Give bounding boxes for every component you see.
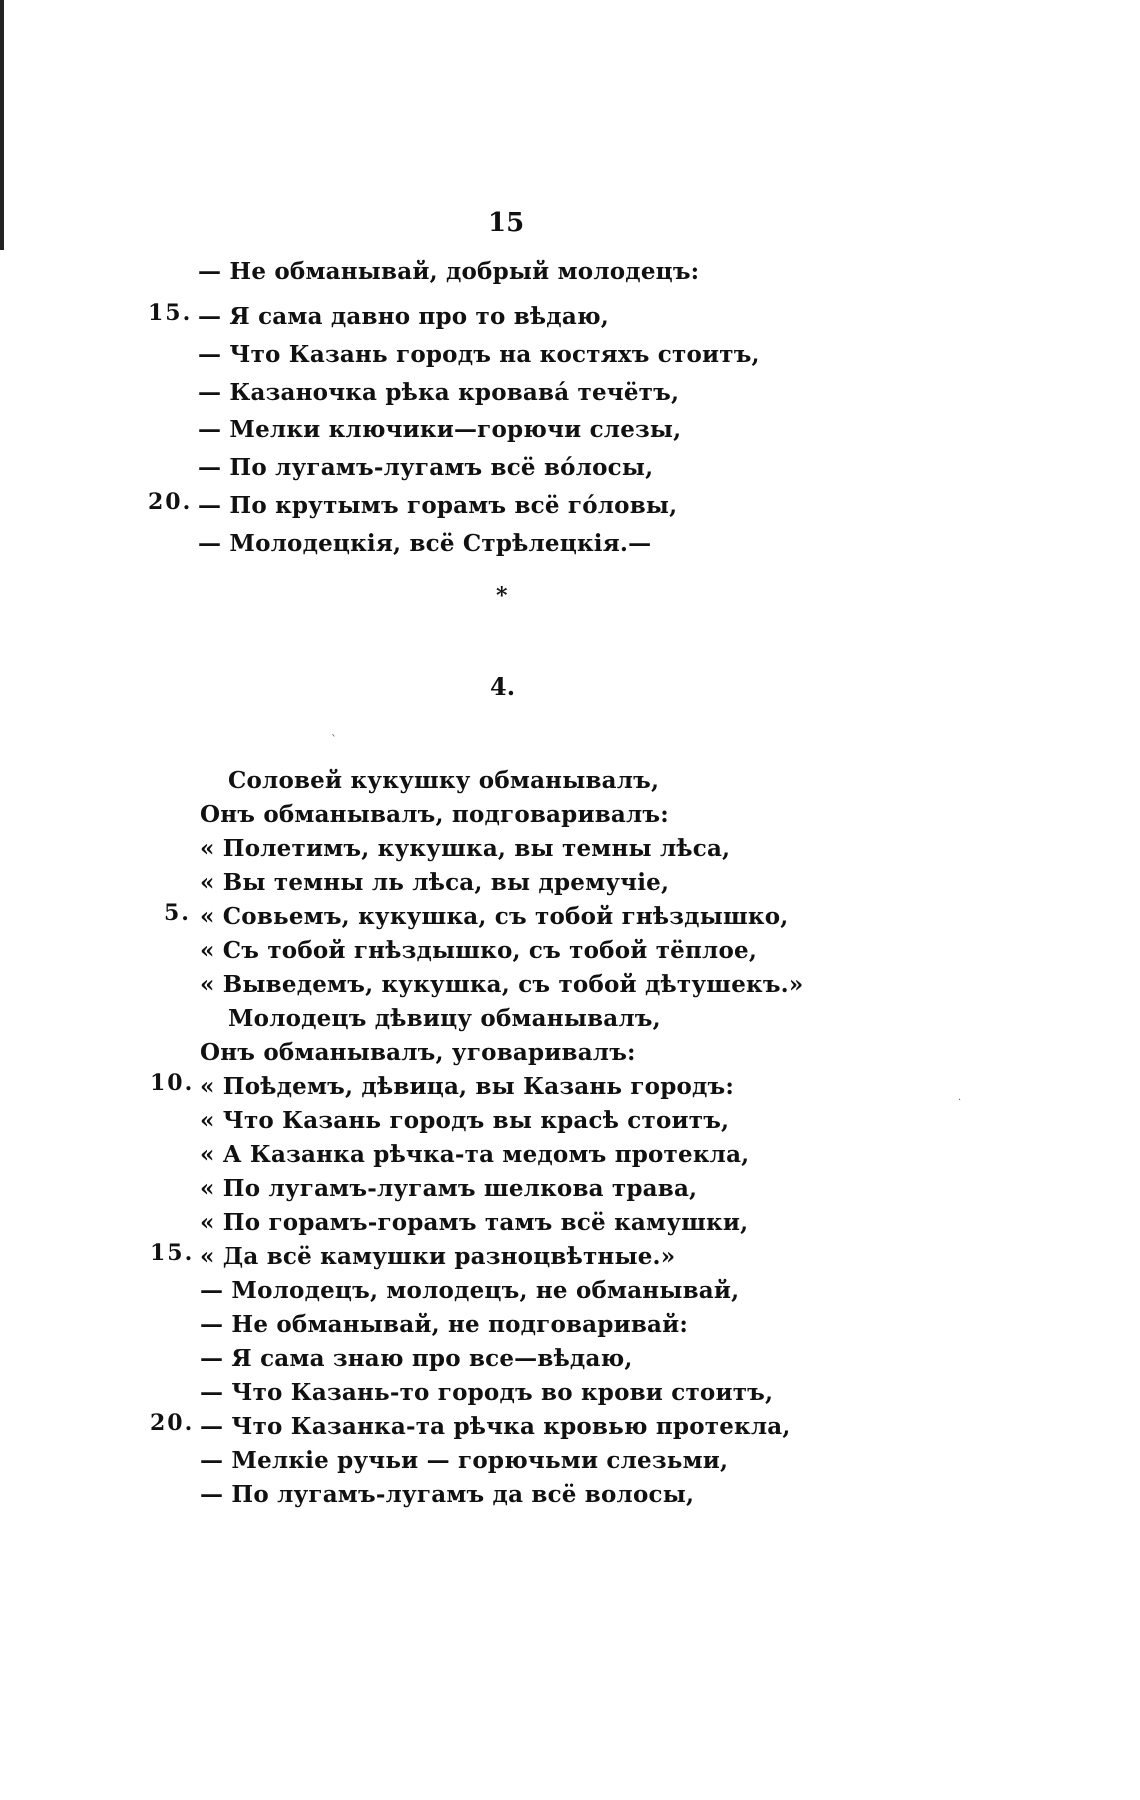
verse-line: Онъ обманывалъ, подговаривалъ:: [200, 801, 669, 828]
verse-line: « Да всё камушки разноцвѣтные.»: [200, 1243, 676, 1270]
verse-line: — Мелки ключики—горючи слезы,: [198, 416, 682, 443]
poem-number: 4.: [490, 672, 516, 701]
verse-line: — Я сама давно про то вѣдаю,: [198, 303, 609, 330]
verse-line: « Совьемъ, кукушка, съ тобой гнѣздышко,: [200, 903, 789, 930]
verse-line: « По горамъ-горамъ тамъ всё камушки,: [200, 1209, 749, 1236]
verse-line: « Поѣдемъ, дѣвица, вы Казань городъ:: [200, 1073, 735, 1100]
verse-line: — Я сама знаю про все—вѣдаю,: [200, 1345, 633, 1372]
verse-line: — Что Казань-то городъ во крови стоитъ,: [200, 1379, 774, 1406]
line-number: 5.: [164, 900, 191, 926]
scan-left-edge: [0, 0, 4, 250]
verse-line: Онъ обманывалъ, уговаривалъ:: [200, 1039, 636, 1066]
section-separator: *: [496, 583, 508, 609]
verse-line: — Молодецъ, молодецъ, не обманывай,: [200, 1277, 740, 1304]
line-number: 15.: [148, 300, 193, 326]
verse-line: « По лугамъ-лугамъ шелкова трава,: [200, 1175, 698, 1202]
verse-line: « А Казанка рѣчка-та медомъ протекла,: [200, 1141, 750, 1168]
line-number: 20.: [148, 489, 193, 515]
page-number: 15: [488, 208, 525, 238]
verse-line: Соловей кукушку обманывалъ,: [228, 767, 660, 794]
line-number: 20.: [150, 1410, 195, 1436]
verse-line: — Казаночка рѣка кровавá течётъ,: [198, 379, 680, 406]
verse-line: — По лугамъ-лугамъ да всё волосы,: [200, 1481, 695, 1508]
verse-line: Молодецъ дѣвицу обманывалъ,: [228, 1005, 661, 1032]
verse-line: — Мелкіе ручьи — горючьми слезьми,: [200, 1447, 729, 1474]
verse-line: « Съ тобой гнѣздышко, съ тобой тёплое,: [200, 937, 758, 964]
verse-line: — Что Казанка-та рѣчка кровью протекла,: [200, 1413, 791, 1440]
scan-speck: ·: [958, 1095, 962, 1106]
verse-line: — По лугамъ-лугамъ всё вóлосы,: [198, 454, 654, 481]
line-number: 10.: [150, 1070, 195, 1096]
verse-line: — Не обманывай, не подговаривай:: [200, 1311, 689, 1338]
verse-line: — Что Казань городъ на костяхъ стоитъ,: [198, 341, 760, 368]
scan-mark: `: [331, 733, 337, 747]
verse-line: « Что Казань городъ вы красѣ стоитъ,: [200, 1107, 730, 1134]
verse-line: « Выведемъ, кукушка, съ тобой дѣтушекъ.»: [200, 971, 804, 998]
verse-line: « Вы темны ль лѣса, вы дремучіе,: [200, 869, 670, 896]
verse-line: — Не обманывай, добрый молодецъ:: [198, 258, 700, 285]
line-number: 15.: [150, 1240, 195, 1266]
verse-line: — Молодецкія, всё Стрѣлецкія.—: [198, 530, 652, 557]
verse-line: « Полетимъ, кукушка, вы темны лѣса,: [200, 835, 731, 862]
verse-line: — По крутымъ горамъ всё гóловы,: [198, 492, 678, 519]
